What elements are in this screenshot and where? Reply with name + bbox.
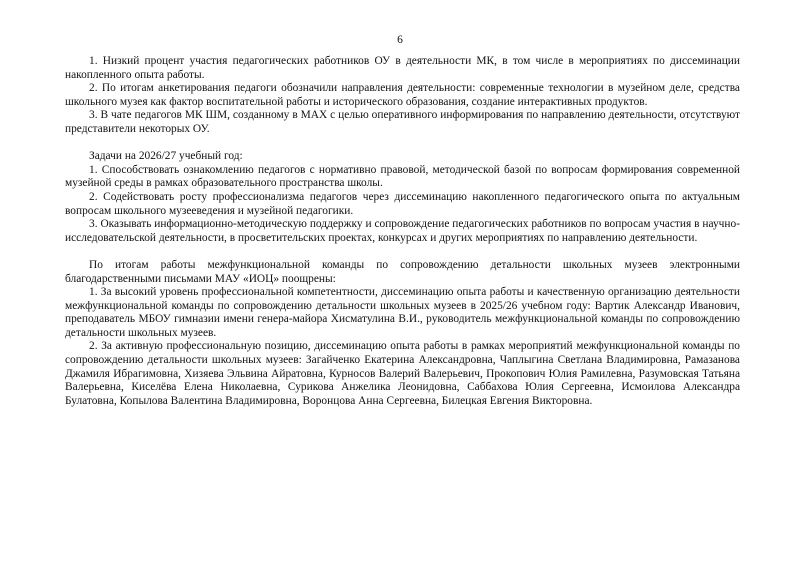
document-body — [65, 55, 740, 408]
page-number: 6 — [397, 34, 403, 46]
paragraph: 1. За высокий уровень профессиональной компетентности, диссеминацию опыта работы и качественную организацию деятельности межфункциональной команды по сопровождению детальности школьных музеев в 2025/26 учебном году: Вартик Александр Иванович, преподаватель МБОУ гимназии имени генера-майора Хисматулина В.И., руководитель межфункциональной команды по сопровождению детальности школьных музеев. — [65, 286, 740, 339]
paragraph: 1. Способствовать ознакомлению педагогов с нормативно правовой, методической базой по вопросам формирования современной музейной среды в рамках образовательного пространства школы. — [65, 163, 740, 190]
paragraph: 3. Оказывать информационно-методическую поддержку и сопровождение педагогических работников по вопросам участия в научно-исследовательской деятельности, в просветительских проектах, конкурсах и других мероприятиях по направлению деятельности. — [65, 218, 740, 244]
paragraph: 2. За активную профессиональную позицию, диссеминацию опыта работы в рамках мероприятий межфункциональной команды по сопровождению детальности школьных музеев: Загайченко Екатерина Александровна, Чаплыгина Светлана Владимировна, Рамазанова Джамиля Ибрагимовна, Хизяева Эльвина Айратовна, Курносов Валерий Валерьевич, Прокопович Юлия Рамилевна, Разумовская Татьяна Валерьевна, Киселёва Елена Николаевна, Сурикова Анжелика Леонидовна, Саббахова Юлия Сергеевна, Исмоилова Александра Булатовна, Копылова Валентина Владимировна, Воронцова Анна Сергеевна, Билецкая Евгения Викторовна. — [65, 340, 740, 407]
paragraph: 2. Содействовать росту профессионализма педагогов через диссеминацию накопленного педагогического опыта по актуальным вопросам школьного музееведения и музейной педагогики. — [65, 190, 740, 217]
paragraph: 2. По итогам анкетирования педагоги обозначили направления деятельности: современные технологии в музейном деле, средства школьного музея как фактор воспитательной работы и исторического образования, создание интерактивных продуктов. — [65, 82, 740, 108]
paragraph: 1. Низкий процент участия педагогических работников ОУ в деятельности МК, в том числе в мероприятиях по диссеминации накопленного опыта работы. — [65, 55, 740, 81]
paragraph: Задачи на 2026/27 учебный год: — [89, 150, 243, 163]
paragraph: 3. В чате педагогов МК ШМ, созданному в MAX с целью оперативного информирования по направлению деятельности, отсутствуют представители некоторых ОУ. — [65, 109, 740, 135]
paragraph: По итогам работы межфункциональной команды по сопровождению детальности школьных музеев электронными благодарственными письмами МАУ «ИОЦ» поощрены: — [65, 258, 740, 285]
